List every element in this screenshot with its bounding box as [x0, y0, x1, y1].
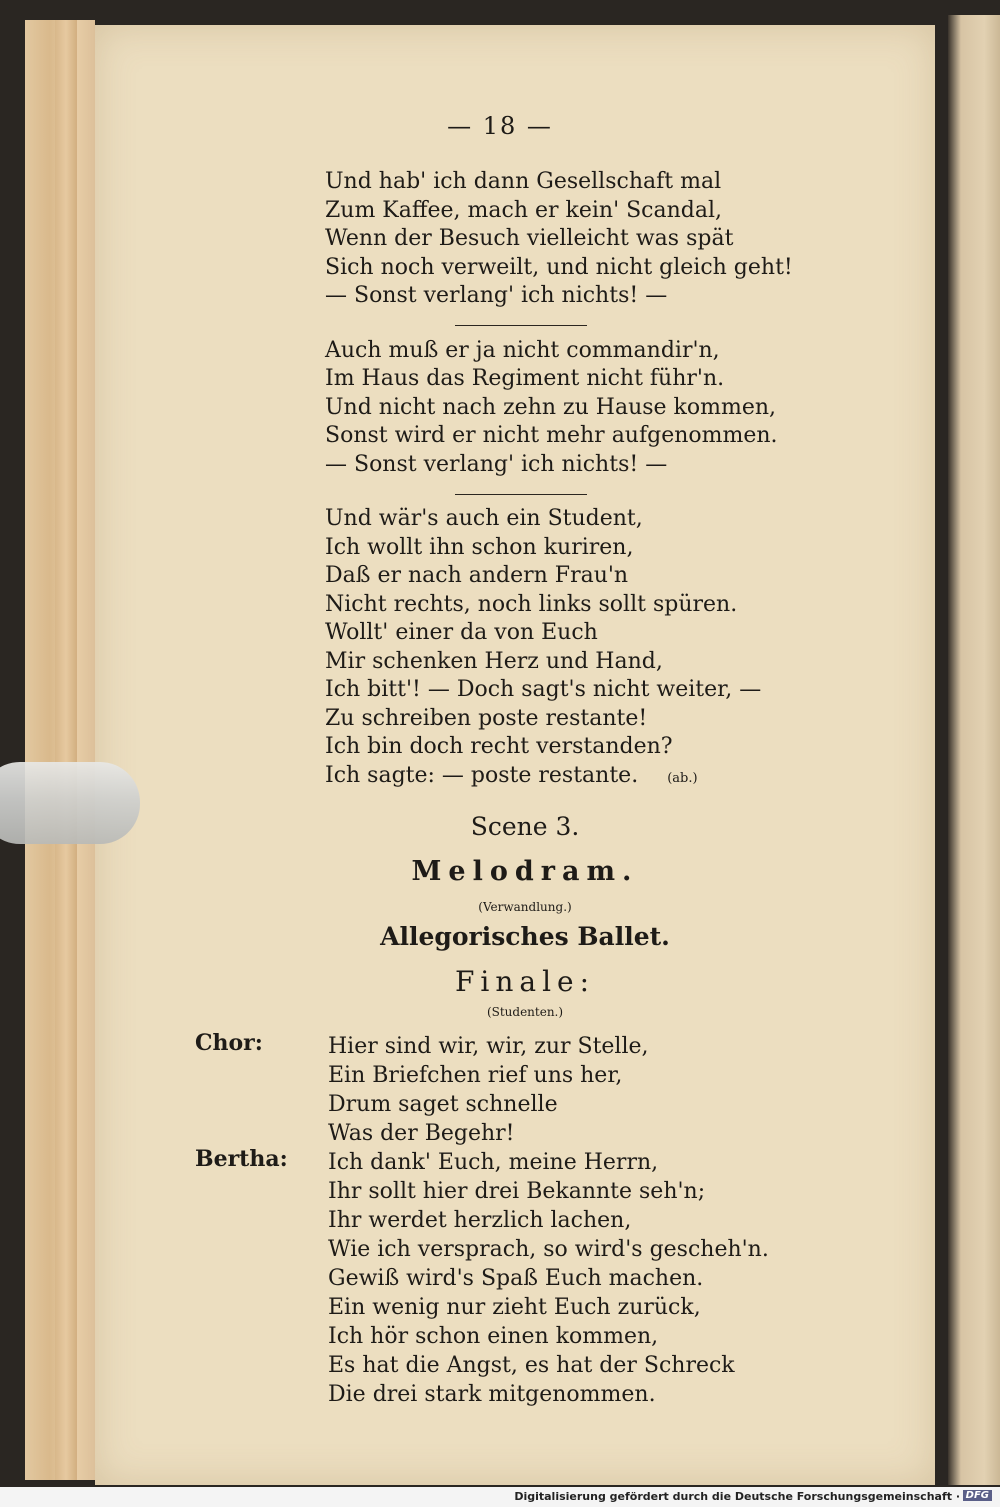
finale-heading: Finale:	[454, 965, 596, 998]
verse-divider	[455, 494, 587, 495]
verse-line: — Sonst verlang' ich nichts! —	[325, 283, 668, 308]
verse-line: Und hab' ich dann Gesellschaft mal	[325, 169, 722, 194]
stage-note: (ab.)	[667, 770, 698, 786]
bertha-line: Ich hör schon einen kommen,	[328, 1324, 659, 1349]
page-stack-strip	[55, 20, 77, 1480]
verse-line: Zum Kaffee, mach er kein' Scandal,	[325, 197, 723, 223]
verse-line: Und nicht nach zehn zu Hause kommen,	[325, 394, 777, 420]
bertha-line: Gewiß wird's Spaß Euch machen.	[328, 1266, 704, 1291]
bertha-line: Ihr sollt hier drei Bekannte seh'n;	[328, 1179, 706, 1204]
funding-notice: Digitalisierung gefördert durch die Deutsche Forschungsgemeinschaft ·	[514, 1490, 960, 1503]
bertha-line: Es hat die Angst, es hat der Schreck	[328, 1353, 735, 1378]
verse-block	[325, 168, 925, 790]
bertha-line: Ich dank' Euch, meine Herrn,	[328, 1150, 659, 1175]
ballet-heading: Allegorisches Ballet.	[380, 922, 670, 951]
chor-line: Drum saget schnelle	[328, 1092, 558, 1117]
verse-line: Und wär's auch ein Student,	[325, 506, 643, 531]
verse-line: Mir schenken Herz und Hand,	[325, 648, 663, 674]
verse-line: — Sonst verlang' ich nichts! —	[325, 451, 668, 477]
dfg-logo: DFG	[963, 1490, 992, 1501]
verse-line: Ich bitt'! — Doch sagt's nicht weiter, —	[325, 677, 762, 702]
chor-line: Was der Begehr!	[328, 1121, 515, 1146]
speaker-chor: Chor:	[195, 1030, 263, 1056]
bertha-line: Die drei stark mitgenommen.	[328, 1382, 656, 1407]
page-stack-right-edge	[948, 15, 1000, 1485]
bertha-line: Ein wenig nur zieht Euch zurück,	[328, 1295, 701, 1320]
melodram-heading: Melodram.	[411, 856, 639, 887]
dialogue-block	[328, 1032, 928, 1409]
verse-line: Nicht rechts, noch links sollt spüren.	[325, 591, 738, 617]
scene-title: Scene 3.	[470, 812, 580, 841]
verse-line: Sonst wird er nicht mehr aufgenommen.	[325, 423, 778, 448]
stage-direction: (Verwandlung.)	[478, 900, 572, 914]
verse-line: Zu schreiben poste restante!	[325, 705, 648, 731]
finale-stage-direction: (Studenten.)	[486, 1005, 564, 1019]
verse-line-last	[325, 762, 925, 791]
bertha-line: Ihr werdet herzlich lachen,	[328, 1208, 632, 1233]
verse-divider	[455, 325, 587, 326]
page-number: — 18 —	[447, 112, 553, 140]
footer-bar	[0, 1487, 1000, 1507]
verse-gap	[325, 311, 925, 337]
verse-line: Ich bin doch recht verstanden?	[325, 734, 673, 759]
verse-line: Wollt' einer da von Euch	[325, 620, 598, 645]
verse-line: Sich noch verweilt, und nicht gleich geht!	[325, 254, 793, 280]
verse-gap	[325, 479, 925, 505]
chor-line: Hier sind wir, wir, zur Stelle,	[328, 1034, 649, 1059]
chor-line: Ein Briefchen rief uns her,	[328, 1063, 623, 1088]
bertha-line: Wie ich versprach, so wird's gescheh'n.	[328, 1237, 769, 1262]
verse-line: Auch muß er ja nicht commandir'n,	[325, 337, 720, 363]
verse-line: Ich wollt ihn schon kuriren,	[325, 534, 634, 560]
verse-line: Wenn der Besuch vielleicht was spät	[325, 226, 734, 251]
verse-line: Im Haus das Regiment nicht führ'n.	[325, 366, 725, 391]
verse-line: Daß er nach andern Frau'n	[325, 563, 629, 588]
verse-line-text: Ich sagte: — poste restante.	[325, 762, 639, 788]
speaker-bertha: Bertha:	[195, 1146, 288, 1172]
